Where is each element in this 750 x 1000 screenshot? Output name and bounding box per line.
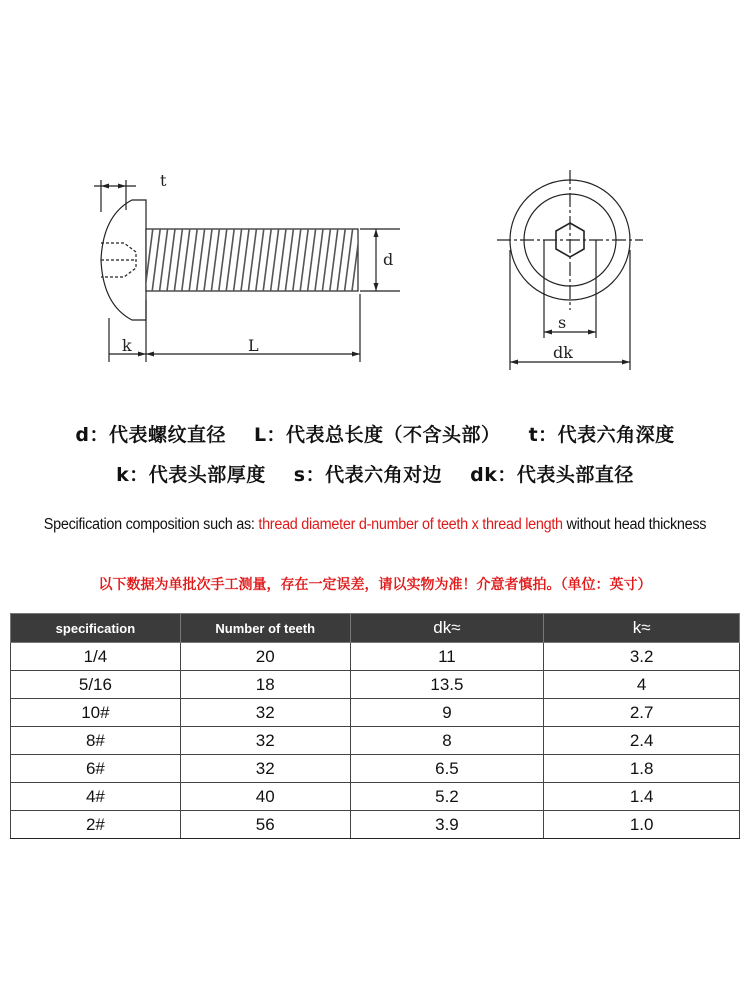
end-view [497, 170, 643, 370]
cell-dk: 11 [350, 643, 544, 671]
cell-specification: 8# [11, 727, 181, 755]
thread-line [367, 229, 375, 291]
cell-dk: 3.9 [350, 811, 544, 839]
table-header-row [11, 614, 740, 643]
label-dk: dk [553, 343, 573, 362]
table-row [11, 643, 740, 671]
label-t: t [160, 171, 167, 190]
cell-teeth: 18 [180, 671, 350, 699]
cell-teeth: 32 [180, 727, 350, 755]
header-dk: dk≈ [350, 614, 544, 643]
header-number-of-teeth: Number of teeth [180, 614, 350, 643]
cell-k: 4 [544, 671, 740, 699]
cell-teeth: 56 [180, 811, 350, 839]
legend-row-2 [0, 460, 750, 487]
cell-teeth: 40 [180, 783, 350, 811]
spec-suffix: without head thickness [562, 516, 707, 533]
table-row [11, 783, 740, 811]
spec-table [10, 613, 740, 839]
legend-dk: dk：代表头部直径 [470, 464, 634, 486]
cell-k: 2.7 [544, 699, 740, 727]
cell-teeth: 32 [180, 755, 350, 783]
table-row [11, 755, 740, 783]
label-k: k [122, 336, 132, 355]
cell-specification: 2# [11, 811, 181, 839]
label-d: d [383, 250, 394, 269]
measurement-notice: 以下数据为单批次手工测量，存在一定误差，请以实物为准！介意者慎拍。（单位：英寸） [98, 577, 652, 593]
table-row [11, 811, 740, 839]
screw-diagram [0, 0, 750, 400]
cell-dk: 5.2 [350, 783, 544, 811]
cell-k: 1.8 [544, 755, 740, 783]
cell-teeth: 20 [180, 643, 350, 671]
thread-line [359, 229, 367, 291]
cell-teeth: 32 [180, 699, 350, 727]
header-k: k≈ [544, 614, 740, 643]
cell-specification: 10# [11, 699, 181, 727]
cell-dk: 13.5 [350, 671, 544, 699]
cell-specification: 5/16 [11, 671, 181, 699]
cell-k: 1.0 [544, 811, 740, 839]
legend-k: k：代表头部厚度 [116, 464, 266, 486]
table-row [11, 699, 740, 727]
table-row [11, 727, 740, 755]
cell-k: 3.2 [544, 643, 740, 671]
cell-specification: 4# [11, 783, 181, 811]
legend-row-1 [0, 420, 750, 447]
table-row [11, 671, 740, 699]
spec-highlight: thread diameter d-number of teeth x thread length [258, 516, 563, 533]
legend-d: d：代表螺纹直径 [75, 424, 226, 446]
cell-dk: 6.5 [350, 755, 544, 783]
cell-k: 1.4 [544, 783, 740, 811]
spec-prefix: Specification composition such as: [43, 516, 259, 533]
cell-k: 2.4 [544, 727, 740, 755]
cell-specification: 1/4 [11, 643, 181, 671]
header-specification: specification [11, 614, 181, 643]
label-L: L [248, 336, 259, 355]
cell-dk: 9 [350, 699, 544, 727]
legend-s: s：代表六角对边 [293, 464, 443, 486]
legend-L: L：代表总长度（不含头部） [253, 424, 501, 446]
side-view [94, 180, 400, 362]
legend-t: t：代表六角深度 [528, 424, 675, 446]
cell-dk: 8 [350, 727, 544, 755]
specification-composition-text [26, 516, 724, 534]
cell-specification: 6# [11, 755, 181, 783]
label-s: s [558, 313, 567, 332]
